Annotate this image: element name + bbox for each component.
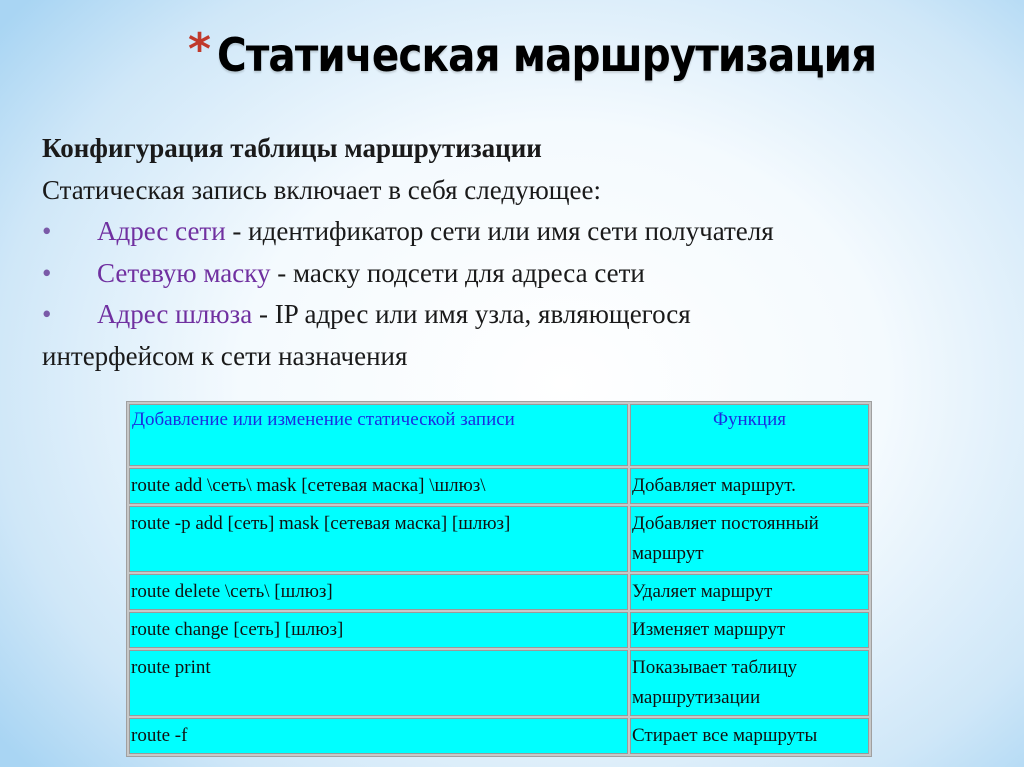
bullet-icon: • <box>42 257 52 288</box>
table-row <box>129 612 869 648</box>
intro-text: Статическая запись включает в себя следующее: <box>42 174 601 205</box>
function-cell: Показывает таблицу маршрутизации <box>630 650 869 716</box>
function-cell: Удаляет маршрут <box>630 574 869 610</box>
section-heading: Конфигурация таблицы маршрутизации <box>42 133 542 163</box>
table-row <box>129 506 869 572</box>
item-term: Сетевую маску <box>97 257 271 288</box>
list-item <box>42 211 774 253</box>
function-cell: Добавляет маршрут. <box>630 468 869 504</box>
function-cell: Добавляет постоянный маршрут <box>630 506 869 572</box>
list-item <box>42 294 774 336</box>
command-cell: route change [сеть] [шлюз] <box>129 612 628 648</box>
header-function: Функция <box>630 404 869 466</box>
table-row <box>129 468 869 504</box>
command-cell: route print <box>129 650 628 716</box>
continuation-text: интерфейсом к сети назначения <box>42 340 408 371</box>
table-row <box>129 718 869 754</box>
title-text: Статическая маршрутизация <box>217 28 877 82</box>
function-cell: Изменяет маршрут <box>630 612 869 648</box>
command-cell: route -f <box>129 718 628 754</box>
item-desc: - IP адрес или имя узла, являющегося <box>252 299 691 329</box>
asterisk-bullet-icon: * <box>188 24 212 75</box>
command-cell: route delete \сеть\ [шлюз] <box>129 574 628 610</box>
list-item <box>42 253 774 295</box>
table-row <box>129 650 869 716</box>
header-command: Добавление или изменение статической записи <box>129 404 628 466</box>
command-cell: route add \сеть\ mask [сетевая маска] \шлюз\ <box>129 468 628 504</box>
bullet-icon: • <box>42 216 52 246</box>
table-row <box>129 574 869 610</box>
command-cell: route -p add [сеть] mask [сетевая маска] [шлюз] <box>129 506 628 572</box>
item-term: Адрес шлюза <box>97 299 253 329</box>
item-desc: - идентификатор сети или имя сети получателя <box>225 216 774 246</box>
item-term: Адрес сети <box>97 216 226 246</box>
table-header-row <box>129 404 869 466</box>
function-cell: Стирает все маршруты <box>630 718 869 754</box>
route-commands-table <box>126 401 872 757</box>
slide-body <box>42 128 774 377</box>
slide-title <box>188 24 966 82</box>
bullet-icon: • <box>42 299 52 329</box>
item-desc: - маску подсети для адреса сети <box>270 257 645 288</box>
